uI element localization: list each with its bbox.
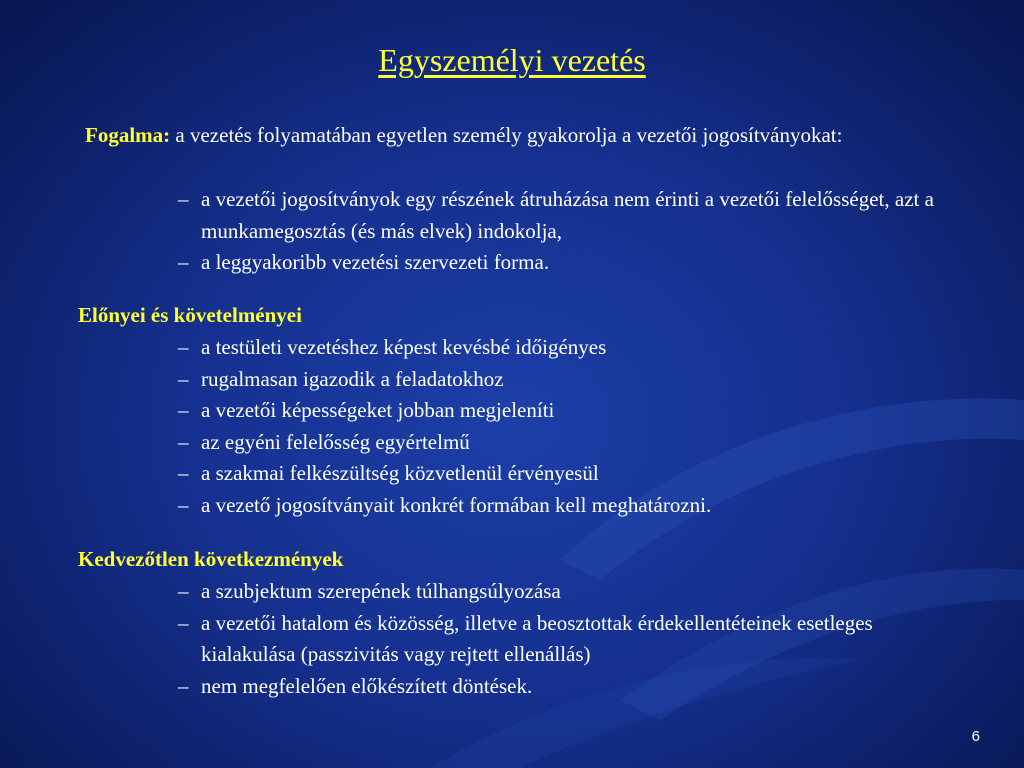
dash-bullet: – — [178, 250, 189, 274]
kedvezotlen-list — [178, 576, 968, 702]
list-item: – az egyéni felelősség egyértelmű — [178, 427, 968, 459]
dash-bullet: – — [178, 492, 189, 517]
dash-bullet: – — [178, 187, 189, 211]
dash-bullet: – — [178, 673, 189, 698]
list-item: – a szakmai felkészültség közvetlenül érvényesül — [178, 458, 968, 490]
list-item: – a vezető jogosítványait konkrét formában kell meghatározni. — [178, 490, 968, 522]
dash-bullet: – — [178, 610, 189, 635]
dash-bullet: – — [178, 335, 189, 359]
fogalma-section — [85, 120, 975, 152]
list-item: – a vezetői hatalom és közösség, illetve a beosztottak érdekellentéteinek esetleges kialakulása (passzivitás vagy rejtett ellenállás) — [178, 608, 968, 671]
slide-title: Egyszemélyi vezetés — [378, 42, 646, 78]
dash-bullet: – — [178, 366, 189, 391]
list-item: – a vezetői jogosítványok egy részének átruházása nem érinti a vezetői felelősséget, azt a munkamegosztás (és más elvek) indokolja, — [178, 184, 968, 247]
fogalma-list — [178, 184, 968, 279]
dash-bullet: – — [178, 398, 189, 422]
fogalma-paragraph — [85, 120, 975, 152]
list-item: – a leggyakoribb vezetési szervezeti forma. — [178, 247, 968, 279]
fogalma-text: a vezetés folyamatában egyetlen személy gyakorolja a vezetői jogosítványokat: — [170, 123, 843, 147]
dash-bullet: – — [178, 579, 189, 603]
list-item: – a szubjektum szerepének túlhangsúlyozása — [178, 576, 968, 608]
fogalma-heading: Fogalma: — [85, 123, 171, 147]
dash-bullet: – — [178, 429, 189, 454]
kedvezotlen-heading: Kedvezőtlen következmények — [78, 547, 344, 571]
list-item: – nem megfelelően előkészített döntések. — [178, 671, 968, 703]
list-item: – a vezetői képességeket jobban megjeleníti — [178, 395, 968, 427]
elonyei-list — [178, 332, 968, 521]
list-item: – rugalmasan igazodik a feladatokhoz — [178, 364, 968, 396]
elonyei-heading: Előnyei és követelményei — [78, 303, 302, 327]
dash-bullet: – — [178, 461, 189, 485]
list-item: – a testületi vezetéshez képest kevésbé időigényes — [178, 332, 968, 364]
page-number: 6 — [971, 728, 980, 745]
